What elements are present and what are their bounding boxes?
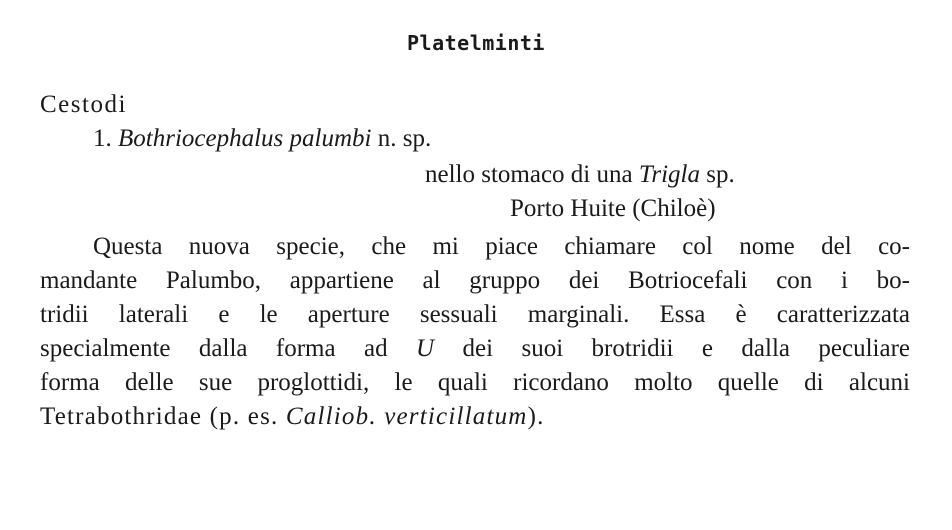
paragraph-line-1: Questa nuova specie, che mi piace chiamare col nome del co- (93, 233, 910, 260)
habitat-suffix: sp. (706, 161, 735, 188)
paragraph-line-5: forma delle sue proglottidi, le quali ricordano molto quelle di alcuni (40, 369, 910, 396)
paragraph-line-6-start: Tetrabothridae (p. es. (40, 403, 279, 430)
host-name: Trigla (638, 161, 700, 188)
species-name: Bothriocephalus palumbi (118, 125, 372, 152)
paragraph-line-6-end: ). (527, 403, 545, 430)
paragraph-line-6-italic: Calliob. verticillatum (285, 403, 528, 430)
paragraph-line-2: mandante Palumbo, appartiene al gruppo dei Botriocefali con i bo- (40, 267, 910, 294)
species-entry (93, 124, 431, 154)
paragraph-line-6 (40, 402, 910, 432)
habitat-prefix: nello stomaco di una (425, 161, 633, 188)
paragraph-line-4-start: specialmente dalla forma ad (40, 335, 388, 362)
section-title: Cestodi (40, 91, 127, 118)
paragraph-line-4-italic: U (416, 335, 435, 362)
habitat-line (425, 160, 735, 190)
entry-number: 1. (93, 125, 112, 152)
paragraph-line-4 (40, 334, 910, 364)
paragraph-line-4-end: dei suoi brotridii e dalla peculiare (462, 335, 911, 362)
paragraph-line-3: tridii laterali e le aperture sessuali marginali. Essa è caratterizzata (40, 301, 910, 328)
locality-line: Porto Huite (Chiloè) (510, 195, 716, 222)
species-suffix: n. sp. (377, 125, 432, 152)
page-heading: Platelminti (407, 31, 545, 55)
